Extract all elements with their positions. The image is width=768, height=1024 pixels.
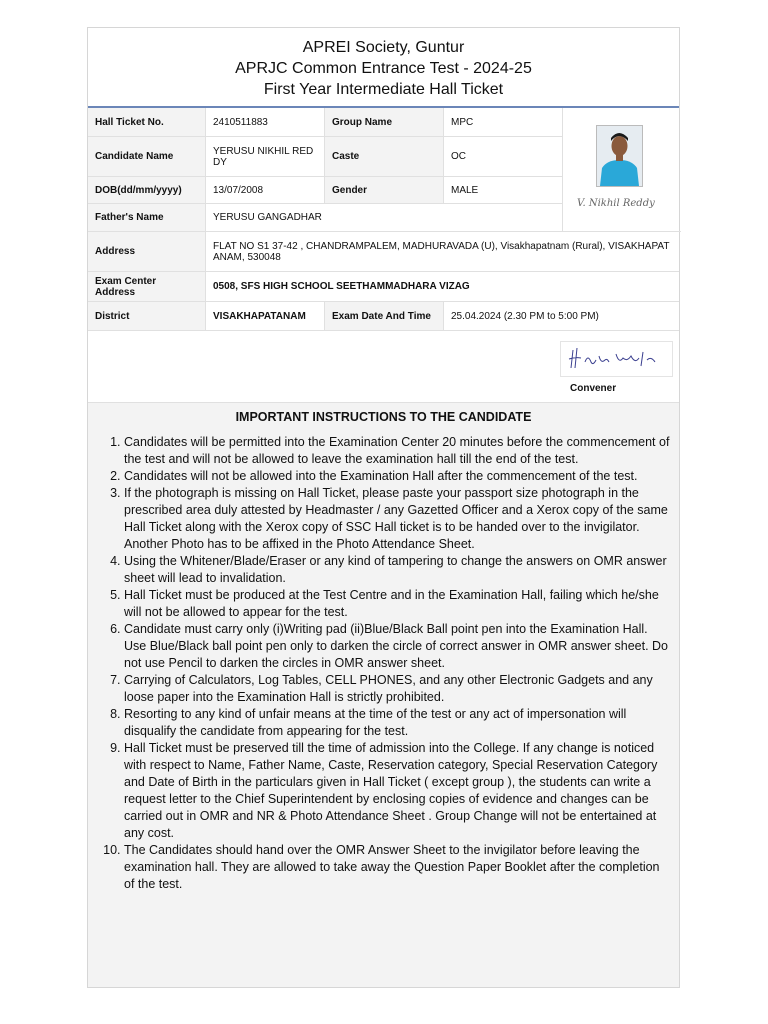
instruction-item: 3. If the photograph is missing on Hall Ticket, please paste your passport size photograph in the prescribed area duly attested by Headmaster / any Gazetted Officer and a Xerox copy of the same Hall Ticket along with the Xerox copy of SSC Hall ticket is to be handed over to the invigilator. Another Photo has to be affixed in the Photo Attendance Sheet.	[124, 485, 671, 553]
group-value: MPC	[444, 108, 563, 136]
candidate-name-label: Candidate Name	[88, 137, 206, 176]
instruction-item: 5. Hall Ticket must be produced at the Test Centre and in the Examination Hall, failing which he/she will not be allowed to appear for the test.	[124, 587, 671, 621]
convener-signature-area	[88, 331, 679, 403]
candidate-details	[88, 108, 679, 331]
instructions-title: IMPORTANT INSTRUCTIONS TO THE CANDIDATE	[235, 410, 532, 424]
convener-signature-icon	[561, 342, 672, 376]
convener-label: Convener	[570, 383, 617, 394]
society-name: APREI Society, Guntur	[302, 39, 465, 56]
row-candidate-name	[88, 137, 563, 177]
convener-signature-box	[560, 341, 673, 377]
exam-title: APRJC Common Entrance Test - 2024-25	[235, 60, 532, 77]
exam-datetime-label: Exam Date And Time	[325, 302, 444, 330]
ticket-title: First Year Intermediate Hall Ticket	[263, 81, 504, 98]
caste-label: Caste	[325, 137, 444, 176]
instruction-item: 1. Candidates will be permitted into the Examination Center 20 minutes before the commencement of the test and will not be allowed to leave the examination hall till the end of the test.	[124, 434, 671, 468]
row-district	[88, 302, 679, 331]
address-label: Address	[88, 232, 206, 271]
instruction-item: 10. The Candidates should hand over the OMR Answer Sheet to the invigilator before leaving the examination hall. They are allowed to take away the Question Paper Booklet after the completion of the test.	[124, 842, 671, 893]
group-label: Group Name	[325, 108, 444, 136]
dob-value: 13/07/2008	[206, 177, 325, 203]
instruction-item: 7. Carrying of Calculators, Log Tables, CELL PHONES, and any other Electronic Gadgets and any loose paper into the Examination Hall is strictly prohibited.	[124, 672, 671, 706]
gender-value: MALE	[444, 177, 563, 203]
candidate-signature: V. Nikhil Reddy	[577, 198, 655, 209]
instructions-list	[88, 434, 679, 893]
father-name-label: Father's Name	[88, 204, 206, 231]
row-dob	[88, 177, 563, 204]
photo-signature-area	[563, 108, 681, 232]
district-value: VISAKHAPATANAM	[206, 302, 325, 330]
hall-ticket-label: Hall Ticket No.	[88, 108, 206, 136]
candidate-photo	[596, 125, 643, 187]
ticket-header	[88, 28, 679, 108]
candidate-signature-icon	[575, 190, 667, 214]
instruction-item: 9. Hall Ticket must be preserved till the time of admission into the College. If any change is noticed with respect to Name, Father Name, Caste, Reservation category, Special Reservation Category and Date of Birth in the particulars given in Hall Ticket ( except group ), the students can write a request letter to the Chief Superintendent by enclosing copies of evidence and changes can be carried out in OMR and NR & Photo Attendance Sheet . Group Change will not be entertained at any cost.	[124, 740, 671, 842]
exam-datetime-value: 25.04.2024 (2.30 PM to 5:00 PM)	[444, 302, 679, 330]
instruction-item: 2. Candidates will not be allowed into the Examination Hall after the commencement of the test.	[124, 468, 671, 485]
father-name-value: YERUSU GANGADHAR	[206, 204, 563, 231]
instruction-item: 4. Using the Whitener/Blade/Eraser or any kind of tampering to change the answers on OMR answer sheet will lead to invalidation.	[124, 553, 671, 587]
instruction-item: 6. Candidate must carry only (i)Writing pad (ii)Blue/Black Ball point pen into the Examination Hall. Use Blue/Black ball point pen only to darken the circle of correct answer in OMR answer sheet. Do not use Pencil to darken the circles in OMR answer sheet.	[124, 621, 671, 672]
instructions-section	[88, 403, 679, 987]
gender-label: Gender	[325, 177, 444, 203]
district-label: District	[88, 302, 206, 330]
hall-ticket	[87, 27, 680, 988]
instruction-item: 8. Resorting to any kind of unfair means at the time of the test or any act of impersonation will disqualify the candidate from appearing for the test.	[124, 706, 671, 740]
row-address	[88, 232, 679, 272]
address-value: FLAT NO S1 37-42 , CHANDRAMPALEM, MADHURAVADA (U), Visakhapatnam (Rural), VISAKHAPATANAM, 530048	[206, 232, 679, 271]
exam-center-label: Exam Center Address	[88, 272, 206, 301]
hall-ticket-value: 2410511883	[206, 108, 325, 136]
dob-label: DOB(dd/mm/yyyy)	[88, 177, 206, 203]
candidate-photo-graphic	[597, 126, 642, 186]
caste-value: OC	[444, 137, 563, 176]
exam-center-value: 0508, SFS HIGH SCHOOL SEETHAMMADHARA VIZAG	[206, 272, 679, 301]
candidate-name-value: YERUSU NIKHIL REDDY	[206, 137, 325, 176]
row-exam-center	[88, 272, 679, 302]
row-father-name	[88, 204, 563, 232]
row-hall-ticket	[88, 108, 563, 137]
